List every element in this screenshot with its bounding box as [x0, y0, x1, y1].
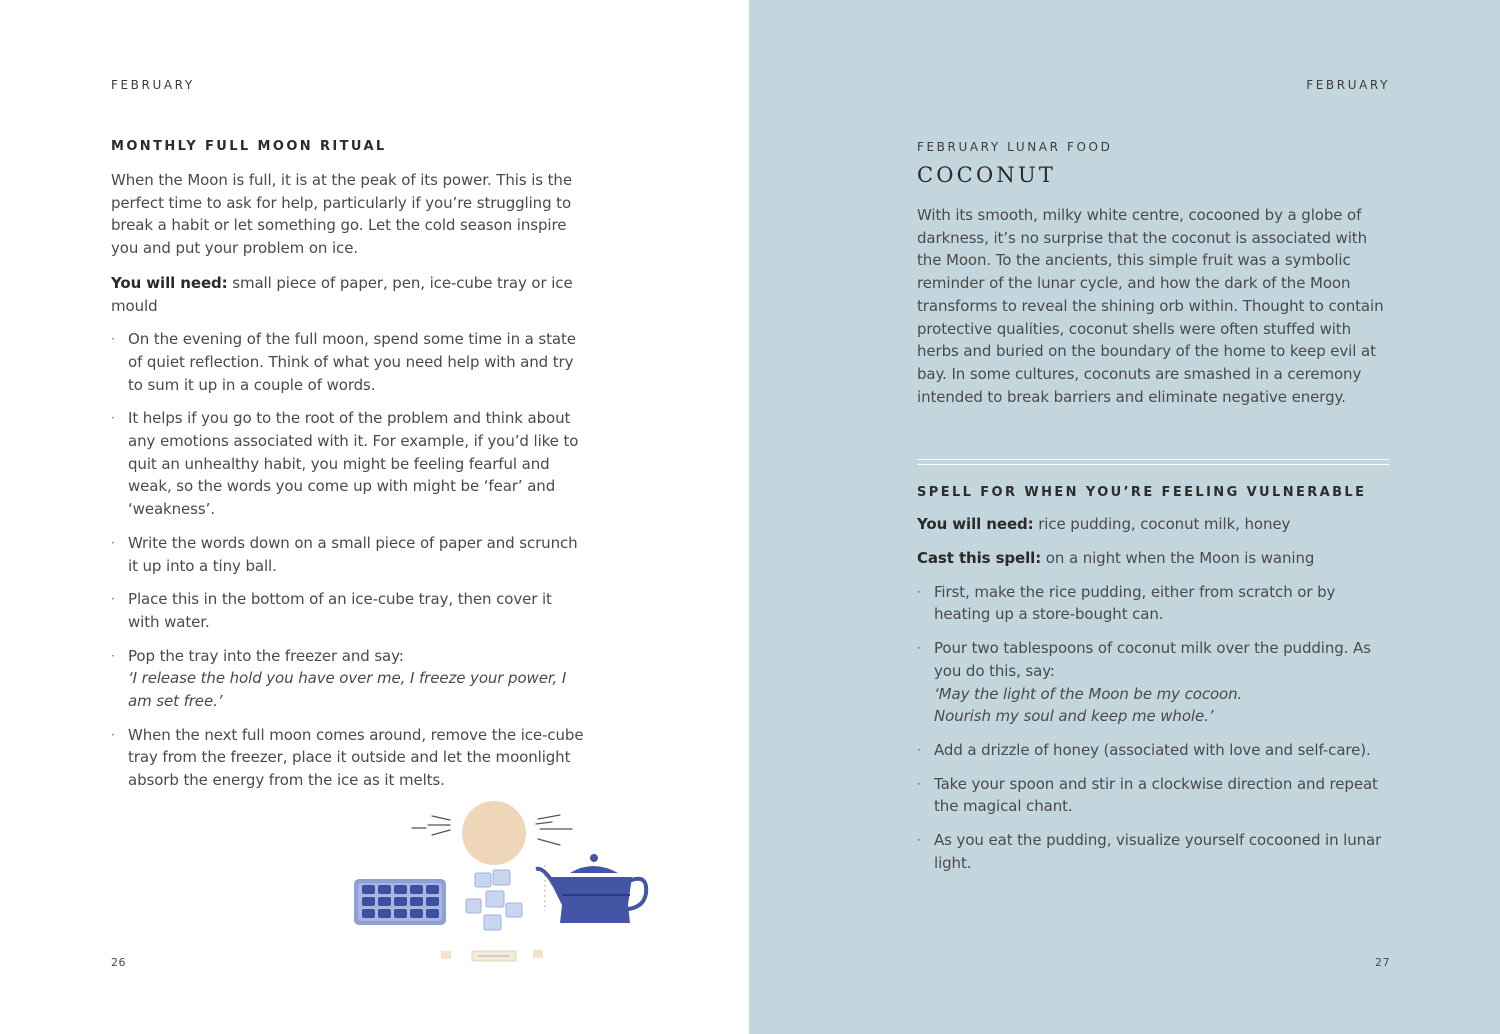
- left-page: [0, 0, 749, 1034]
- ritual-steps: [111, 328, 587, 792]
- ritual-intro: When the Moon is full, it is at the peak of its power. This is the perfect time to ask for help, particularly if you’re struggling to break a habit or let something go. Let the cold season inspire you and put your problem on ice.: [111, 171, 572, 258]
- paper-note-icon: [441, 950, 543, 961]
- ritual-requirements: [111, 272, 587, 317]
- spell-heading: SPELL FOR WHEN YOU’RE FEELING VULNERABLE: [917, 485, 1367, 501]
- full-moon-icon: [462, 801, 526, 865]
- list-item: · It helps if you go to the root of the problem and think about any emotions associated with it. For example, if you’d like to quit an unhealthy habit, you might be feeling fearful and weak, so the words you come up with might be ‘fear’ and ‘weakness’.: [111, 409, 579, 519]
- list-item: · Take your spoon and stir in a clockwise direction and repeat the magical chant.: [917, 774, 1378, 816]
- lunar-food-kicker: FEBRUARY LUNAR FOOD: [917, 140, 1113, 154]
- list-item: · Pop the tray into the freezer and say: ‘I release the hold you have over me, I freeze your power, I am set free.’: [111, 645, 587, 713]
- running-head-right: FEBRUARY: [1306, 78, 1390, 92]
- cocoon-chant-line-2: Nourish my soul and keep me whole.’: [934, 707, 1214, 726]
- ice-cubes-icon: [466, 870, 522, 930]
- page-number-right: 27: [1375, 956, 1390, 969]
- list-item: · When the next full moon comes around, remove the ice-cube tray from the freezer, place it outside and let the moonlight absorb the energy from the ice as it melts.: [111, 725, 584, 790]
- running-head-left: FEBRUARY: [111, 78, 195, 92]
- need-label: You will need:: [111, 273, 228, 292]
- page-number-left: 26: [111, 956, 126, 969]
- ritual-column: [111, 139, 587, 792]
- ritual-heading: MONTHLY FULL MOON RITUAL: [111, 139, 387, 154]
- food-description: With its smooth, milky white centre, cocooned by a globe of darkness, it’s no surprise that the coconut is associated with the Moon. To the ancients, this simple fruit was a symbolic reminder of the lunar cycle, and how the dark of the Moon transforms to reveal the shining orb within. Thought to contain protective qualities, coconut shells were often stuffed with herbs and buried on the boundary of the home to keep evil at bay. In some cultures, coconuts are smashed in a ceremony intended to break barriers and eliminate negative energy.: [917, 206, 1384, 406]
- cast-text: on a night when the Moon is waning: [1041, 549, 1315, 568]
- ice-cube-tray-icon: [354, 879, 446, 925]
- freeze-chant: ‘I release the hold you have over me, I freeze your power, I am set free.’: [128, 669, 567, 711]
- ritual-illustration: [340, 795, 660, 970]
- spell-steps: [917, 581, 1389, 875]
- need-text: small piece of paper, pen, ice-cube tray or ice mould: [111, 273, 573, 315]
- list-item: · Add a drizzle of honey (associated with love and self-care).: [917, 740, 1371, 759]
- list-item: · Place this in the bottom of an ice-cube tray, then cover it with water.: [111, 590, 552, 631]
- cocoon-chant-line-1: ‘May the light of the Moon be my cocoon.: [934, 684, 1243, 703]
- list-item: · On the evening of the full moon, spend some time in a state of quiet reflection. Think of what you need help with and try to sum it up in a couple of words.: [111, 330, 576, 394]
- section-divider: [917, 459, 1389, 465]
- lunar-food-column: [917, 140, 1389, 874]
- food-title: COCONUT: [917, 163, 1057, 187]
- list-item: · As you eat the pudding, visualize yourself cocooned in lunar light.: [917, 831, 1382, 872]
- spell-timing: [917, 547, 1389, 570]
- right-page: [749, 0, 1500, 1034]
- need-text: rice pudding, coconut milk, honey: [1033, 515, 1291, 534]
- spell-requirements: [917, 513, 1389, 536]
- list-item: · Pour two tablespoons of coconut milk over the pudding. As you do this, say: ‘May the light of the Moon be my cocoon. Nourish my soul and keep me whole.’: [917, 637, 1389, 728]
- need-label: You will need:: [917, 515, 1034, 534]
- list-item: · First, make the rice pudding, either from scratch or by heating up a store-bought can.: [917, 582, 1336, 624]
- list-item: · Write the words down on a small piece of paper and scrunch it up into a tiny ball.: [111, 533, 578, 575]
- teapot-icon: [536, 854, 646, 923]
- cast-label: Cast this spell:: [917, 549, 1042, 568]
